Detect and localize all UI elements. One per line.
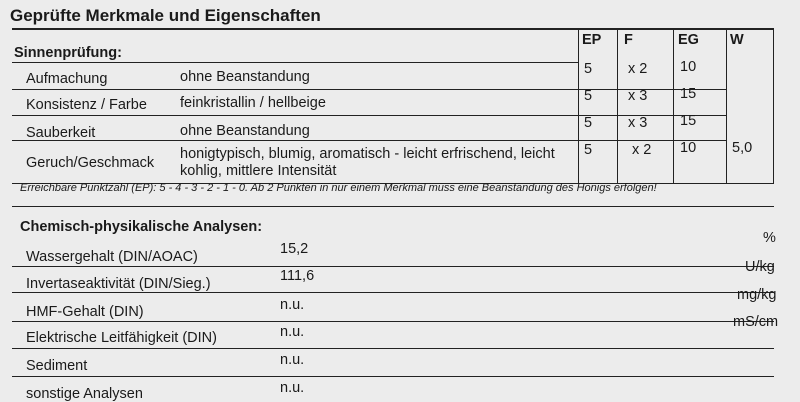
page-title: Geprüfte Merkmale und Eigenschaften	[10, 6, 321, 25]
col-header-eg: EG	[678, 32, 699, 48]
sensory-desc-geruch-line2: kohlig, mittlere Intensität	[180, 163, 337, 179]
chem-rule-2	[12, 292, 774, 293]
sensory-label-geruch: Geruch/Geschmack	[26, 155, 155, 171]
col-header-w: W	[730, 32, 744, 48]
sensory-desc-konsistenz: feinkristallin / hellbeige	[180, 95, 326, 111]
col-divider-f	[617, 28, 618, 183]
chem-label-sediment: Sediment	[26, 358, 88, 374]
chem-value-sonstige: n.u.	[280, 380, 305, 396]
sensory-f-sauberkeit: x 3	[628, 115, 648, 131]
chem-unit-hmf: mg/kg	[737, 287, 777, 303]
sensory-ep-aufmachung: 5	[584, 61, 593, 77]
row-rule-2	[12, 115, 726, 116]
chem-unit-invertase: U/kg	[745, 259, 775, 275]
chem-rule-5	[12, 376, 774, 377]
chemical-heading: Chemisch-physikalische Analysen:	[20, 219, 263, 235]
chem-value-wasser: 15,2	[280, 241, 309, 257]
points-note: Erreichbare Punktzahl (EP): 5 - 4 - 3 - 2 - 1 - 0. Ab 2 Punkten in nur einem Merkmal muss eine Beanstandung des Honigs erfolgen!	[20, 182, 657, 194]
table-right-edge	[773, 28, 774, 183]
col-divider-ep	[578, 28, 579, 183]
sensory-eg-geruch: 10	[680, 140, 697, 156]
col-header-f: F	[624, 32, 633, 48]
sensory-eg-konsistenz: 15	[680, 86, 697, 102]
chem-value-sediment: n.u.	[280, 352, 305, 368]
row-rule-1	[12, 89, 726, 90]
sensory-label-aufmachung: Aufmachung	[26, 71, 108, 87]
chem-rule-1	[12, 266, 774, 267]
sensory-ep-geruch: 5	[584, 142, 593, 158]
sensory-heading: Sinnenprüfung:	[14, 45, 122, 61]
chem-rule-4	[12, 348, 774, 349]
note-bottom-rule	[12, 206, 774, 207]
chem-label-sonstige: sonstige Analysen	[26, 386, 143, 402]
sensory-f-geruch: x 2	[632, 142, 652, 158]
sensory-ep-sauberkeit: 5	[584, 115, 593, 131]
chem-value-leitfaehigkeit: n.u.	[280, 324, 305, 340]
sensory-desc-sauberkeit: ohne Beanstandung	[180, 123, 310, 139]
sensory-f-aufmachung: x 2	[628, 61, 648, 77]
col-divider-eg	[673, 28, 674, 183]
chem-unit-wasser: %	[763, 230, 776, 246]
sensory-desc-aufmachung: ohne Beanstandung	[180, 69, 310, 85]
chem-value-invertase: 111,6	[280, 268, 315, 284]
sensory-label-konsistenz: Konsistenz / Farbe	[26, 97, 147, 113]
chem-label-hmf: HMF-Gehalt (DIN)	[26, 304, 144, 320]
sensory-label-sauberkeit: Sauberkeit	[26, 125, 96, 141]
sensory-w-total: 5,0	[732, 140, 753, 156]
col-divider-w	[726, 28, 727, 183]
row-rule-3	[12, 140, 726, 141]
chem-label-leitfaehigkeit: Elektrische Leitfähigkeit (DIN)	[26, 330, 217, 346]
sensory-desc-geruch: honigtypisch, blumig, aromatisch - leicht erfrischend, leicht	[180, 146, 555, 162]
chem-label-wasser: Wassergehalt (DIN/AOAC)	[26, 249, 198, 265]
chem-rule-3	[12, 321, 774, 322]
sensory-eg-aufmachung: 10	[680, 59, 697, 75]
sensory-heading-rule	[12, 62, 578, 63]
header-rule	[12, 28, 774, 30]
col-header-ep: EP	[582, 32, 602, 48]
sensory-eg-sauberkeit: 15	[680, 113, 697, 129]
chem-value-hmf: n.u.	[280, 297, 305, 313]
chem-label-invertase: Invertaseaktivität (DIN/Sieg.)	[26, 276, 211, 292]
chem-unit-leitfaehigkeit: mS/cm	[733, 314, 779, 330]
sensory-f-konsistenz: x 3	[628, 88, 648, 104]
sensory-ep-konsistenz: 5	[584, 88, 593, 104]
